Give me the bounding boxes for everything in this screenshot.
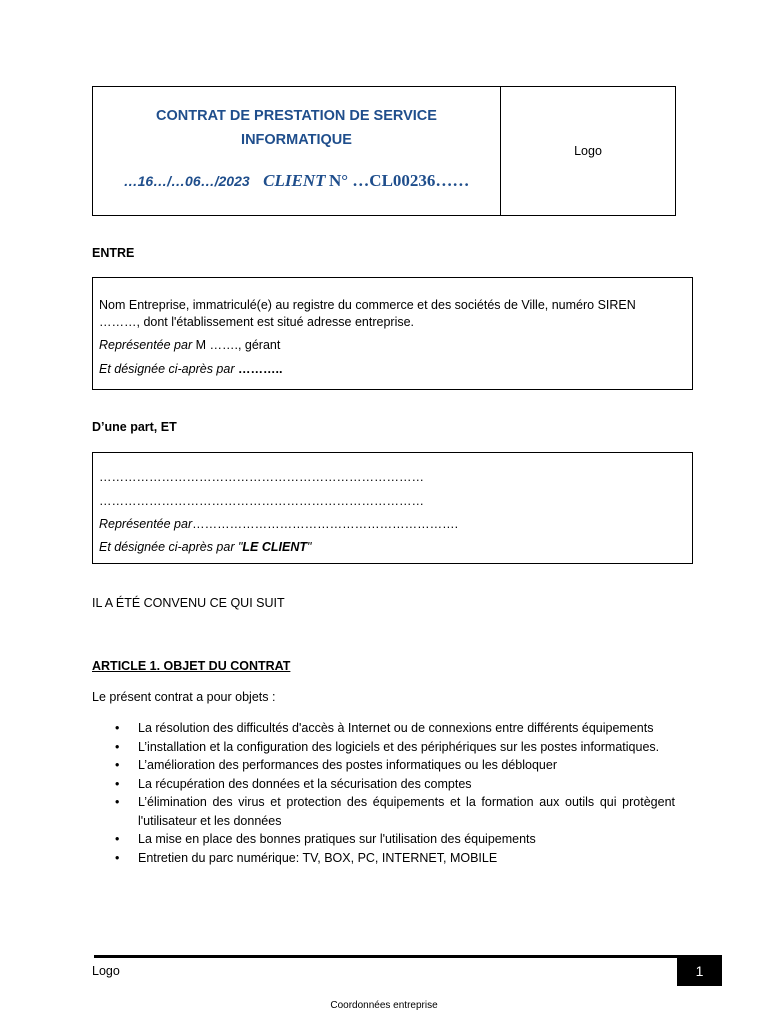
- contract-reference: [93, 171, 500, 191]
- entre-label: ENTRE: [92, 246, 135, 260]
- company-coordinates: Coordonnées entreprise: [330, 1000, 438, 1011]
- party1-rep-label: Représentée par: [99, 338, 193, 352]
- list-item-text: L’installation et la configuration des logiciels et des périphériques sur les postes informatiques.: [138, 739, 660, 754]
- list-item-text: La mise en place des bonnes pratiques sur l'utilisation des équipements: [138, 832, 536, 846]
- article1-objectives-list: [92, 719, 675, 867]
- header-logo-placeholder: Logo: [574, 144, 602, 158]
- bullet-icon: •: [115, 776, 120, 791]
- list-item-text: L’amélioration des performances des postes informatiques ou les débloquer: [138, 758, 557, 772]
- contract-title-line1: CONTRAT DE PRESTATION DE SERVICE: [156, 108, 437, 124]
- page-number: 1: [677, 955, 722, 986]
- party1-line1: Nom Entreprise, immatriculé(e) au registre du commerce et des sociétés de Ville, numéro SIREN: [99, 298, 636, 312]
- party2-designee-label: Et désignée ci-après par ": [99, 540, 243, 554]
- party1-designee-label: Et désignée ci-après par: [99, 362, 238, 376]
- footer-logo-placeholder: Logo: [92, 964, 120, 978]
- client-label: CLIENT: [263, 171, 326, 190]
- party1-box: [92, 277, 693, 390]
- contract-title-line2: INFORMATIQUE: [241, 132, 352, 148]
- list-item: [92, 849, 675, 868]
- party2-designee-end: ": [307, 540, 312, 554]
- party2-rep-label: Représentée par: [99, 517, 193, 531]
- party1-designee-value: ………..: [237, 362, 283, 376]
- party2-line2: ……………………………………………………………………: [99, 494, 424, 508]
- bullet-icon: •: [115, 850, 120, 865]
- footer-divider: [94, 955, 678, 958]
- party2-designation: [99, 539, 684, 555]
- party2-designee-value: LE CLIENT: [242, 540, 307, 554]
- party1-designation: [99, 361, 684, 377]
- list-item: [92, 793, 675, 830]
- party2-rep-value: ……………………………………………………….: [192, 517, 459, 531]
- client-number: N° …CL00236……: [328, 171, 470, 190]
- contract-header-box: [92, 86, 676, 216]
- bullet-icon: •: [115, 721, 120, 735]
- list-item-text: Entretien du parc numérique: TV, BOX, PC, INTERNET, MOBILE: [138, 850, 498, 865]
- party1-line2: ………, dont l'établissement est situé adresse entreprise.: [99, 315, 415, 329]
- convenu-statement: IL A ÉTÉ CONVENU CE QUI SUIT: [92, 596, 285, 610]
- party2-line1: ……………………………………………………………………: [99, 470, 424, 484]
- article1-title: ARTICLE 1. OBJET DU CONTRAT: [92, 659, 291, 673]
- list-item: [92, 719, 675, 738]
- list-item: [92, 775, 675, 794]
- list-item: [92, 756, 675, 775]
- party1-representative: [99, 337, 684, 353]
- party1-rep-value: M ……., gérant: [192, 338, 281, 352]
- dune-part-label: D’une part, ET: [92, 420, 177, 434]
- bullet-icon: •: [115, 795, 120, 809]
- bullet-icon: •: [115, 739, 120, 754]
- list-item-text: La récupération des données et la sécurisation des comptes: [138, 776, 472, 791]
- article1-intro: Le présent contrat a pour objets :: [92, 690, 276, 704]
- list-item-text: L’élimination des virus et protection des équipements et la formation aux outils qui protègent l'utilisateur et les données: [138, 795, 675, 828]
- contract-title-cell: [93, 87, 501, 215]
- list-item: [92, 830, 675, 849]
- bullet-icon: •: [115, 832, 120, 846]
- list-item: [92, 738, 675, 757]
- bullet-icon: •: [115, 758, 120, 772]
- list-item-text: La résolution des difficultés d'accès à Internet ou de connexions entre différents équipements: [138, 721, 654, 735]
- party2-representative: [99, 516, 684, 532]
- party2-box: [92, 452, 693, 564]
- contract-date: …16…/…06…/2023: [123, 173, 250, 189]
